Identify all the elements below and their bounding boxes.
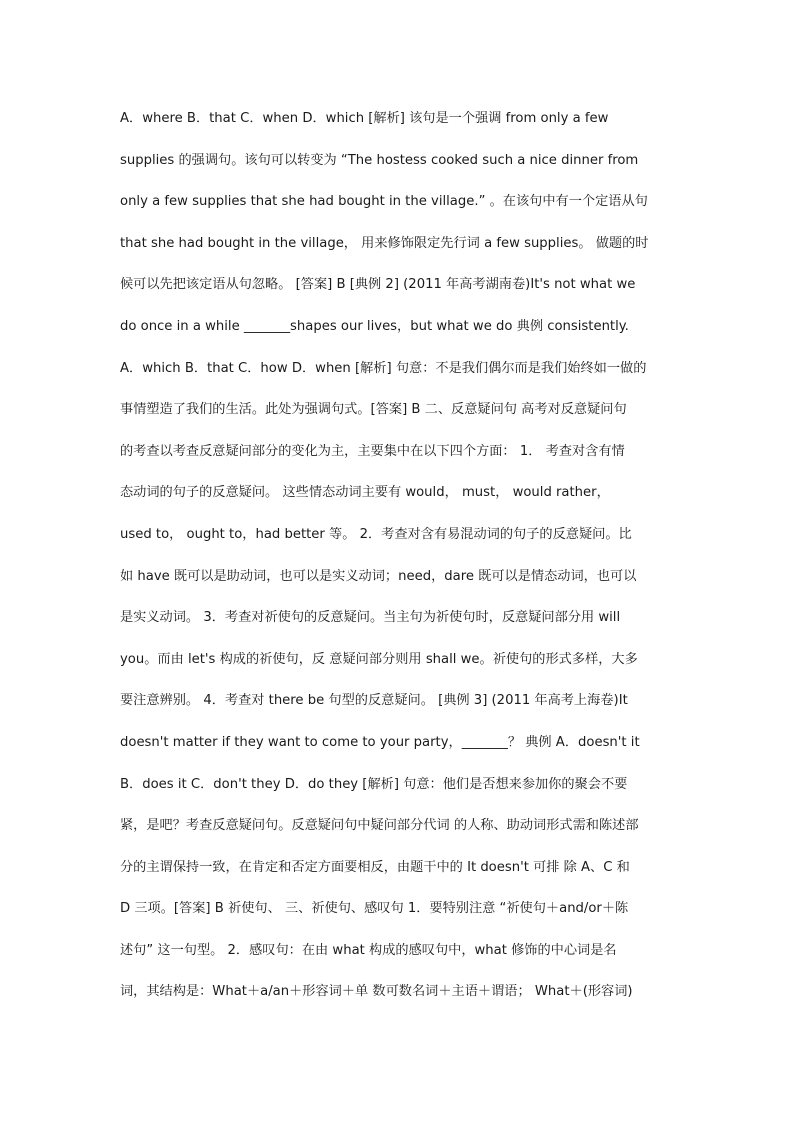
text-line-21: 述句” 这一句型。 2．感叹句：在由 what 构成的感叹句中，what 修饰的中心词是名 xyxy=(120,942,617,958)
text-line-2: supplies 的强调句。该句可以转变为 “The hostess cooked such a nice dinner from xyxy=(120,152,639,168)
document-body xyxy=(120,104,676,1019)
text-line-1: A．where B．that C．when D．which [解析] 该句是一个强调 from only a few xyxy=(120,111,609,126)
text-line-14: you。而由 let's 构成的祈使句，反 意疑问部分则用 shall we。祈使句的形式多样，大多 xyxy=(120,651,638,667)
text-line-13: 是实义动词。 3．考查对祈使句的反意疑问。当主句为祈使句时，反意疑问部分用 will xyxy=(120,610,621,626)
text-line-8: 事情塑造了我们的生活。此处为强调句式。[答案] B 二、反意疑问句 高考对反意疑问句 xyxy=(120,402,627,418)
text-line-5: 候可以先把该定语从句忽略。 [答案] B [典例 2] (2011 年高考湖南卷)It's not what we xyxy=(120,277,636,293)
text-line-17: B．does it C．don't they D．do they [解析] 句意：他们是否想来参加你的聚会不要 xyxy=(120,776,628,792)
text-line-16: doesn't matter if they want to come to your party，_______？ 典例 A．doesn't it xyxy=(120,734,640,750)
text-line-9: 的考查以考查反意疑问部分的变化为主，主要集中在以下四个方面： 1． 考查对含有情 xyxy=(120,443,625,459)
text-line-20: D 三项。[答案] B 祈使句、 三、祈使句、感叹句 1．要特别注意 “祈使句＋and/or＋陈 xyxy=(120,901,629,917)
text-line-6: do once in a while _______shapes our lives，but what we do 典例 consistently. xyxy=(120,318,629,334)
text-line-18: 紧，是吧？考查反意疑问句。反意疑问句中疑问部分代词 的人称、助动词形式需和陈述部 xyxy=(120,818,639,834)
text-line-10: 态动词的句子的反意疑问。 这些情态动词主要有 would， must， would rather， xyxy=(120,485,610,501)
text-line-11: used to， ought to，had better 等。 2．考查对含有易混动词的句子的反意疑问。比 xyxy=(120,526,632,542)
text-line-15: 要注意辨别。 4．考查对 there be 句型的反意疑问。 [典例 3] (2011 年高考上海卷)It xyxy=(120,693,628,709)
text-line-3: only a few supplies that she had bought in the village.” 。在该句中有一个定语从句 xyxy=(120,194,648,210)
text-line-22: 词，其结构是：What＋a/an＋形容词＋单 数可数名词＋主语＋谓语； What＋(形容词) xyxy=(120,984,633,1000)
text-line-4: that she had bought in the village， 用来修饰限定先行词 a few supplies。 做题的时 xyxy=(120,235,649,251)
text-line-7: A．which B．that C．how D．when [解析] 句意：不是我们偶尔而是我们始终如一做的 xyxy=(120,360,647,376)
text-line-19: 分的主谓保持一致，在肯定和否定方面要相反，由题干中的 It doesn't 可排 除 A、C 和 xyxy=(120,859,630,875)
text-line-12: 如 have 既可以是助动词，也可以是实义动词；need，dare 既可以是情态动词，也可以 xyxy=(120,568,637,584)
